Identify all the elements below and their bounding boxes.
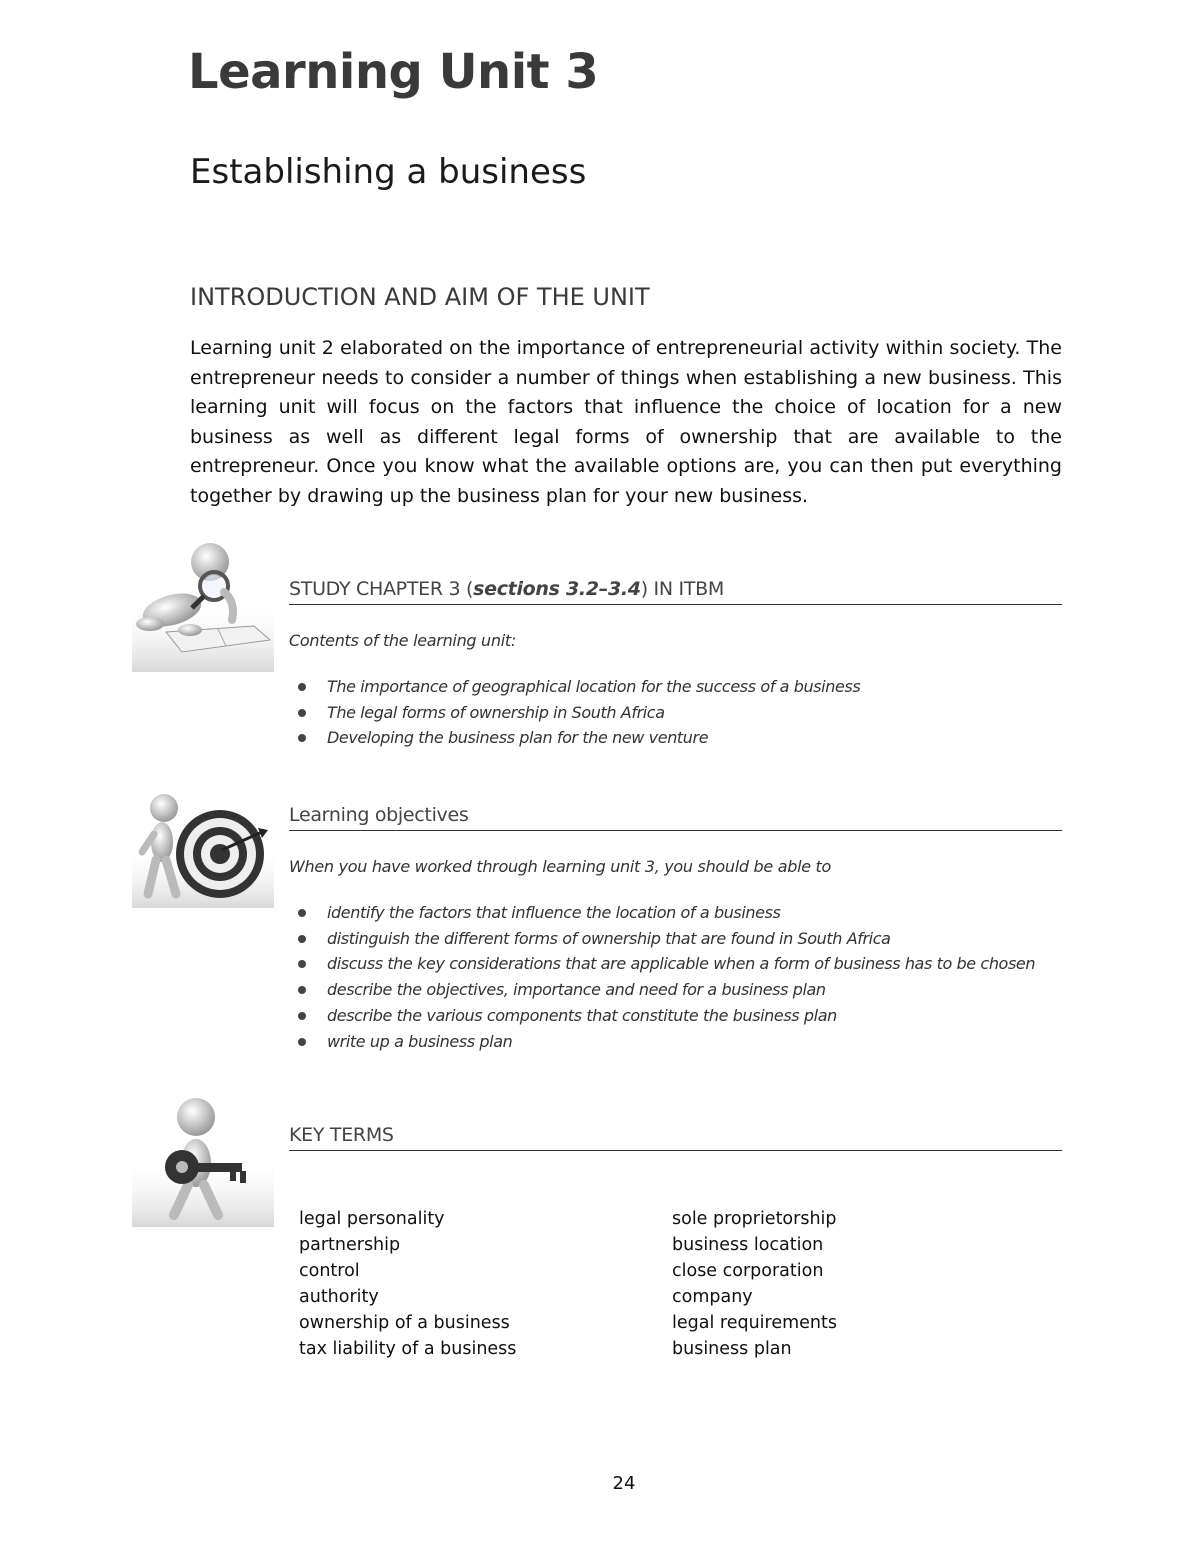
page-number: 24 (612, 1473, 636, 1494)
page-subtitle: Establishing a business (190, 152, 587, 192)
key-terms-section (289, 1124, 1062, 1151)
key-term: business plan (672, 1339, 792, 1359)
list-item (289, 951, 1062, 977)
key-terms-right-column (672, 1206, 837, 1362)
list-item (289, 674, 1062, 700)
bullet-icon (298, 734, 306, 742)
list-item (289, 900, 1062, 926)
list-item-text: discuss the key considerations that are applicable when a form of business has to be chosen (327, 954, 1036, 974)
study-contents-intro: Contents of the learning unit: (289, 631, 516, 650)
list-item-text: describe the various components that constitute the business plan (327, 1005, 837, 1025)
key-term: ownership of a business (299, 1313, 510, 1333)
list-item-text: identify the factors that influence the location of a business (327, 903, 781, 922)
bullet-icon (298, 909, 306, 917)
list-item (289, 725, 1062, 751)
learning-objectives-list (289, 900, 1062, 1054)
list-item (289, 1029, 1062, 1055)
key-term: legal requirements (672, 1313, 837, 1333)
key-term: business location (672, 1235, 824, 1255)
learning-objectives-intro: When you have worked through learning unit 3, you should be able to (289, 857, 832, 876)
study-chapter-section (289, 578, 1062, 751)
study-heading-prefix: STUDY CHAPTER 3 ( (289, 578, 474, 600)
bullet-icon (298, 986, 306, 994)
key-terms-left-column (299, 1206, 516, 1362)
key-term: tax liability of a business (299, 1339, 517, 1359)
key-term: company (672, 1287, 753, 1307)
list-item-text: The importance of geographical location for the success of a business (327, 677, 861, 696)
list-item-text: distinguish the different forms of ownership that are found in South Africa (327, 928, 891, 948)
list-item (289, 977, 1062, 1003)
key-term: sole proprietorship (672, 1209, 837, 1229)
intro-paragraph: Learning unit 2 elaborated on the importance of entrepreneurial activity within society. The entrepreneur needs to consider a number of things when establishing a new business. This learning unit will focus on the factors that influence the choice of location for a new business as well as different legal forms of ownership that are available to the entrepreneur. Once you know what the available options are, you can then put everything together by drawing up the business plan for your new business. (190, 337, 1062, 507)
list-item-text: describe the objectives, importance and need for a business plan (327, 980, 826, 1000)
bullet-icon (298, 683, 306, 691)
bullet-icon (298, 960, 306, 968)
key-term: legal personality (299, 1209, 445, 1229)
list-item (289, 700, 1062, 726)
key-term: authority (299, 1287, 379, 1307)
key-carrying-figure-icon (132, 1095, 274, 1227)
study-heading-sections: sections 3.2–3.4 (473, 578, 641, 600)
intro-heading: INTRODUCTION AND AIM OF THE UNIT (190, 283, 650, 311)
key-term: partnership (299, 1235, 401, 1255)
list-item (289, 1003, 1062, 1029)
bullet-icon (298, 935, 306, 943)
key-term: close corporation (672, 1261, 824, 1281)
bullet-icon (298, 709, 306, 717)
page-title: Learning Unit 3 (188, 44, 599, 100)
magnifier-reading-figure-icon (132, 540, 274, 672)
target-figure-icon (132, 776, 274, 908)
list-item (289, 926, 1062, 952)
study-heading-suffix: ) IN ITBM (640, 578, 724, 600)
list-item-text: write up a business plan (327, 1031, 513, 1051)
study-contents-list (289, 674, 1062, 751)
list-item-text: Developing the business plan for the new venture (327, 728, 709, 748)
list-item-text: The legal forms of ownership in South Africa (327, 702, 665, 722)
key-term: control (299, 1261, 360, 1281)
key-terms-heading: KEY TERMS (289, 1124, 1062, 1151)
learning-objectives-section (289, 804, 1062, 1054)
bullet-icon (298, 1038, 306, 1046)
learning-objectives-heading: Learning objectives (289, 804, 1062, 831)
study-chapter-heading (289, 578, 1062, 605)
bullet-icon (298, 1012, 306, 1020)
